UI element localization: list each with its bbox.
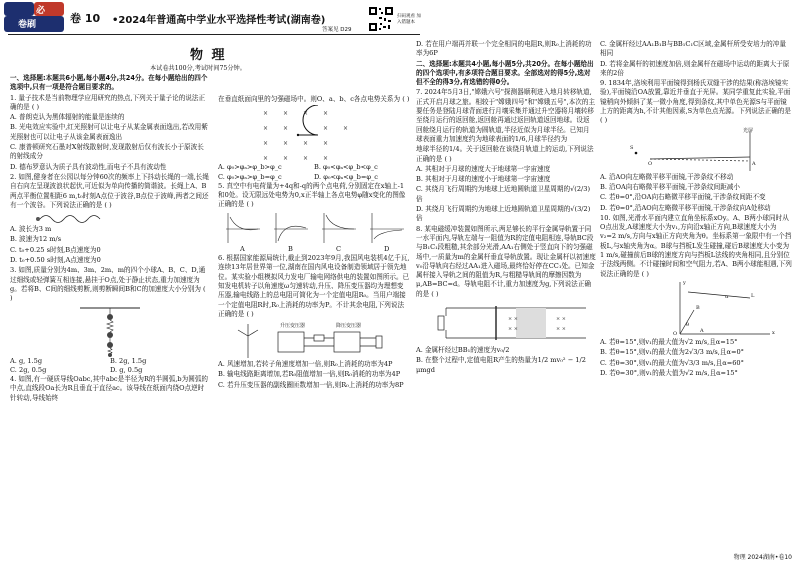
q10-label-b: B: [696, 304, 700, 311]
q3-spring-figure: [10, 305, 210, 357]
svg-text:×: ×: [323, 140, 329, 148]
q1-stem: 1. 量子技术是当前物理学应用研究的热点,下列关于量子论的说法正确的是 ( ): [10, 93, 206, 111]
q9-label-a: A: [752, 160, 756, 167]
svg-text:×: ×: [283, 140, 289, 148]
qr-caption: 扫码观看 加入错题本: [397, 14, 421, 25]
q10-label-x: x: [772, 329, 775, 336]
q8-option-c: C. 金属杆经过AA₁B₁B与BB₁C₁C区域,金属杆所受安培力的冲量相同: [600, 40, 786, 58]
q4-stem-cont: 在垂直纸面向里的匀强磁场中。则O、a、b、c各点电势关系为 ( ): [218, 95, 410, 103]
column-4: [600, 40, 792, 379]
subject-title: 物 理: [190, 48, 227, 63]
qr-code-icon: [368, 6, 394, 32]
volume-label: 卷 10: [70, 12, 101, 25]
section-1-heading: 一、选择题:本题共6小题,每小题4分,共24分。在每小题给出的四个选项中,只有一项是符合题目要求的。: [10, 74, 208, 92]
q4-option-c: C. φ₀>φₐ>φ_b=φ_c: [218, 172, 282, 181]
q9-stem: 9. 1834年,洛埃利用平面镜得到杨氏双缝干涉的结果(称洛埃镜实验),平面镜沿OA放置,靠近并垂直于光屏。某同学重复此实验,平面镜稍向外倾斜了某一微小角度,得到条纹,其中单色光源S与平面镜上方的距离为h,不计其他因素,S为单色点光源。下列说法正确的是 ( ): [600, 79, 791, 125]
q6-option-d: D. 若在用户端再并联一个完全相同的电阻R,则R₀上消耗的功率为6P: [416, 40, 592, 58]
svg-text:×: ×: [343, 125, 349, 133]
q9-option-b: B. 沿OA向右略微平移平面镜,干涉条纹间距减小: [600, 182, 740, 191]
q3-option-b: B. 2g, 1.5g: [110, 356, 147, 365]
q4-stem: 4. 如图,有一硬质导线Oabc,其中abc是半径为R的半圆弧,b为圆弧的中点,直线段Oa长为R且垂直于直径ac。该导线在纸面内绕O点逆时针转动,导线始终: [10, 375, 209, 402]
header-rule: [8, 34, 420, 35]
svg-text:×: ×: [323, 110, 329, 118]
q1-option-d: D. 德布罗意认为质子具有波动性,而电子不具有波动性: [10, 162, 167, 171]
q10-option-a: A. 若θ=15°,则v₁的最大值为√2 m/s,且α=15°: [600, 337, 738, 346]
q7-stem: 7. 2024年5月3日,"嫦娥六号"探测器顺利进入地月转移轨道,正式开启月球之旅。相较于"嫦娥四号"和"嫦娥五号",本次的主要任务是登陆月球背面进行月壤采集并通过升空器将月壤转移至绕月运行的返回舱,返回舱再通过返回轨道返回地球。设返回舱绕月运行的轨道为圆轨道,半径近似为月球半径。已知月球表面重力加速度约为地球表面的1/6,月球半径约为: [416, 88, 596, 143]
q10-stem: 10. 如图,光滑水平面内建立直角坐标系xOy。A、B两小球同时从O点出发,A球速度大小为v₁,方向沿x轴正方向,B球速度大小为v₂=2 m/s,方向与x轴正方向夹角为θ。坐标系第一象限中有一个挡板L,与x轴夹角为α。B球与挡板L发生碰撞,碰后B球速度大小变为1 m/s,碰撞前后B球的速度方向与挡板L法线的夹角相同,且分别位于法线两侧。不计碰撞时间和空气阻力,若A、B两小球能相遇,下列说法正确的是 ( ): [600, 213, 792, 278]
q9-option-c: C. 若θ=0°,沿OA向右略微平移平面镜,干涉条纹间距不变: [600, 193, 766, 202]
q3-option-c: C. 2g, 0.5g: [10, 365, 47, 374]
svg-text:×: ×: [283, 125, 289, 133]
q9-label-screen: 光屏: [743, 127, 754, 134]
q8-option-a: A. 金属杆经过BB₁的速度为v₀/2: [416, 346, 510, 355]
q4-magnetic-field-figure: [218, 105, 410, 163]
q6-option-c: C. 若升压变压器的副线圈匝数增加一倍,则R₀上消耗的功率为8P: [218, 380, 404, 389]
q10-label-alpha: α: [725, 293, 729, 300]
q7-option-d: D. 其绕月飞行周期约为地球上近地圆轨道卫星周期的√(3/2)倍: [416, 205, 591, 223]
q9-option-a: A. 沿AO向左略微平移平面镜,干涉条纹不移动: [600, 172, 734, 181]
q10-label-theta: θ: [686, 321, 690, 328]
q2-stem: 2. 如图,健身者在公园以每分钟60次的频率上下抖动长绳的一端,长绳自右向左呈现波浪状起伏,可近似为单向传播的简谐波。长绳上A、B两点平衡位置相距6 m,t₀时刻A点位于波谷,B点位于波峰,两者之间还有一个波谷。下列说法正确的是 ( ): [10, 172, 209, 209]
svg-text:× ×: × ×: [508, 326, 518, 333]
q8-option-b: B. 在整个过程中,定值电阻R产生的热量为1/2 mv₀² − 1/2 μmgd: [416, 356, 586, 374]
svg-text:×: ×: [283, 155, 289, 163]
svg-text:×: ×: [263, 155, 269, 163]
q7-stem-cont: 地球半径的1/4。关于返回舱在该绕月轨道上的运动,下列说法正确的是 ( ): [416, 145, 594, 163]
q5-option-a: A: [240, 244, 245, 253]
q5-option-d: D: [384, 244, 390, 253]
svg-text:×: ×: [263, 140, 269, 148]
q10-option-b: B. 若θ=15°,则v₁的最大值为2√3/3 m/s,且α=0°: [600, 348, 744, 357]
q9-label-s: S: [630, 144, 634, 151]
q9-mirror-figure: [600, 127, 792, 173]
q4-option-b: B. φ₀<φₐ<φ_b<φ_c: [314, 163, 378, 172]
q5-option-c: C: [336, 244, 342, 253]
q10-label-o: O: [673, 330, 678, 337]
q1-option-c: C. 康普顿研究石墨对X射线散射时,发现散射后仅有波长小于原波长的射线成分: [10, 143, 204, 161]
q4-option-a: A. φ₀>φₐ>φ_b>φ_c: [218, 163, 282, 172]
svg-text:×: ×: [323, 155, 329, 163]
q2-option-b: B. 波速为12 m/s: [10, 235, 62, 244]
svg-text:× ×: × ×: [556, 316, 566, 323]
svg-text:×: ×: [283, 110, 289, 118]
svg-text:×: ×: [323, 125, 329, 133]
exam-note: 本试卷共100分,考试时间75分钟。: [150, 65, 246, 72]
q10-label-a: A: [700, 327, 704, 334]
q9-option-d: D. 若θ=0°,沿AO向左略微平移平面镜,干涉条纹向A处移动: [600, 203, 771, 212]
q5-stem: 5. 真空中有电荷量为+4q和-q的两个点电荷,分别固定在x轴上-1和0处。设无限远处电势为0,x正半轴上各点电势φ随x变化的图像正确的是 ( ): [218, 181, 406, 209]
q2-option-a: A. 波长为3 m: [10, 225, 52, 234]
q7-option-b: B. 其相对于月球的速度小于地球第一宇宙速度: [416, 175, 551, 184]
exam-title: •2024年普通高中学业水平选择性考试(湖南卷): [112, 15, 326, 26]
column-3: [416, 40, 596, 376]
q10-option-c: C. 若θ=30°,则v₁的最大值为√3/3 m/s,且α=60°: [600, 358, 744, 367]
q2-wave-figure: [10, 211, 210, 225]
q1-option-a: A. 普朗克认为黑体辐射的能量是连续的: [10, 113, 125, 122]
svg-text:×: ×: [303, 110, 309, 118]
q10-coordinate-figure: [600, 280, 792, 338]
svg-text:× ×: × ×: [508, 316, 518, 323]
svg-text:×: ×: [303, 155, 309, 163]
column-1: [10, 74, 210, 404]
section-2-heading: 二、选择题:本题共4小题,每小题5分,共20分。在每小题给出的四个选项中,有多项符合题目要求。全部选对的得5分,选对但不全的得3分,有选错的得0分。: [416, 59, 594, 87]
q8-option-d: D. 若将金属杆的初速度加倍,则金属杆在磁场中运动的距离大于原来的2倍: [600, 59, 790, 77]
q1-option-b: B. 光电效应实验中,红光照射可以让电子从某金属表面逸出,若改用紫光照射也可以让电子从该金属表面逸出: [10, 123, 208, 141]
svg-text:×: ×: [263, 125, 269, 133]
q5-option-b: B: [288, 244, 293, 253]
q2-option-c: C. t₀+0.25 s时刻,B点速度为0: [10, 245, 101, 254]
q8-rail-figure: [416, 300, 596, 346]
svg-text:×: ×: [263, 110, 269, 118]
q3-option-d: D. g, 0.5g: [110, 365, 143, 374]
q10-option-d: D. 若θ=30°,则v₁的最大值为√2 m/s,且α=15°: [600, 368, 738, 377]
page-footer: 物理 2024湖南•卷10: [733, 554, 792, 561]
q3-option-a: A. g, 1.5g: [10, 356, 43, 365]
svg-text:×: ×: [303, 140, 309, 148]
q9-label-o: O: [648, 160, 653, 167]
step-up-label: 升压变压器: [280, 323, 306, 330]
q6-option-a: A. 风速增加,若转子角速度增加一倍,则R₀上消耗的功率为4P: [218, 360, 393, 369]
badge-bottom-text: 卷刷: [18, 20, 37, 30]
q5-graph-figure: [218, 211, 410, 245]
q7-option-c: C. 其绕月飞行周期约为地球上近地圆轨道卫星周期的√(2/3)倍: [416, 185, 591, 203]
answer-reference: 答案见 D29: [322, 27, 352, 33]
q4-option-d: D. φ₀<φₐ<φ_b=φ_c: [314, 172, 378, 181]
q6-stem: 6. 根据国家能源局统计,截止到2023年9月,我国风电装机4亿千瓦,连续13年居世界第一位,湖南在国内风电设备制造领域居于领先地位。某实验小组模拟风力发电厂输电网络供电的装置如图所示。已知发电机转子以角速度ω匀速转动,升压、降压变压器均为理想变压器,输电线路上的总电阻可简化为一个定值电阻R₀。当用户端接一个定值电阻R时,R₀上消耗的功率为P。不计其余电阻,下列说法正确的是 ( ): [218, 254, 410, 318]
q6-transmission-figure: [218, 320, 410, 360]
q7-option-a: A. 其相对于月球的速度大于地球第一宇宙速度: [416, 164, 551, 173]
q2-option-d: D. t₀+0.50 s时刻,A点速度为0: [10, 256, 101, 265]
q8-stem: 8. 某电磁缓冲装置如图所示,两足够长的平行金属导轨置于同一水平面内,导轨左端与一阻值为R的定值电阻相连,导轨BC段与B₁C₁段粗糙,其余部分光滑,AA₁右侧处于竖直向下的匀强磁场中,一质量为m的金属杆垂直导轨放置。现让金属杆以初速度v₀沿导轨向右经过AA₁进入磁场,最终恰好停在CC₁处。已知金属杆接入导轨之间的阻值为R,与粗糙导轨间的摩擦因数为μ,AB=BC=d。导轨电阻不计,重力加速度为g,下列说法正确的是 ( ): [416, 224, 596, 298]
q6-option-b: B. 输电线路距离增加,若R₀阻值增加一倍,则R₀消耗的功率为4P: [218, 370, 401, 379]
svg-text:× ×: × ×: [556, 326, 566, 333]
q10-label-l: L: [751, 292, 755, 299]
q3-stem: 3. 如图,质量分别为4m、3m、2m、m的四个小球A、B、C、D,通过细线或轻弹簧互相连接,悬挂于O点,处于静止状态,重力加速度为g。若将B、C间的细线剪断,则剪断瞬间B和C的加速度大小分别为 ( ): [10, 266, 206, 303]
step-down-label: 降压变压器: [336, 323, 362, 330]
badge-top-text: 必: [36, 6, 46, 16]
q10-label-y: y: [683, 279, 686, 286]
column-2: [218, 95, 410, 391]
